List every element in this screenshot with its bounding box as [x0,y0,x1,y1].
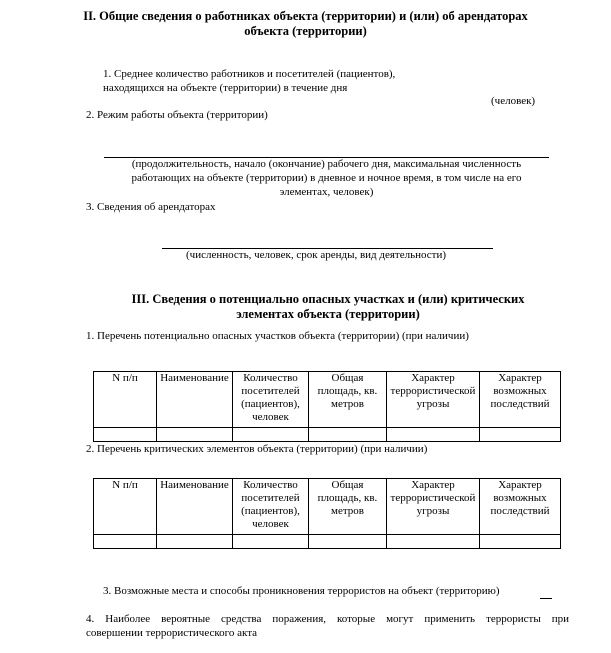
item-2-2-note-line3: элементах, человек) [279,186,374,198]
col-visitors-header: Количество посетителей (пациентов), человек [233,479,309,535]
item-2-2-label: 2. Режим работы объекта (территории) [86,109,268,121]
col-area-header: Общая площадь, кв. метров [309,372,387,428]
item-3-3-fill-line [540,598,552,599]
col-consequences-header: Характер возможных последствий [480,372,561,428]
col-name-header: Наименование [157,372,233,428]
col-area-header: Общая площадь, кв. метров [309,479,387,535]
item-2-1-line1: 1. Среднее количество работников и посетителей (пациентов), [103,68,396,80]
section-2-title-line1: II. Общие сведения о работниках объекта (территории) и (или) об арендаторах [83,9,528,23]
col-threat-header: Характер террористической угрозы [387,479,480,535]
section-2-title-line2: объекта (территории) [244,24,367,38]
hazard-sections-table [93,371,561,442]
item-3-2-label: 2. Перечень критических элементов объекта (территории) (при наличии) [86,443,428,455]
col-visitors-header: Количество посетителей (пациентов), человек [233,372,309,428]
item-3-4-line2: совершении террористического акта [86,627,258,639]
critical-elements-table [93,478,561,549]
table-row [94,428,561,442]
item-3-4-line1: 4. Наиболее вероятные средства поражения, которые могут применить террористы при [86,613,569,625]
item-2-1-line2: находящихся на объекте (территории) в течение дня [103,82,348,94]
item-2-2-note-line2: работающих на объекте (территории) в дневное и ночное время, в том числе на его [131,172,522,184]
col-number-header: N п/п [94,479,157,535]
section-3-title-line1: III. Сведения о потенциально опасных участках и (или) критических [131,292,525,306]
col-threat-header: Характер террористической угрозы [387,372,480,428]
table-header-row [94,372,561,428]
item-2-3-label: 3. Сведения об арендаторах [86,201,216,213]
table-header-row [94,479,561,535]
col-consequences-header: Характер возможных последствий [480,479,561,535]
table-row [94,535,561,549]
item-2-3-note: (численность, человек, срок аренды, вид деятельности) [186,249,447,261]
item-2-1-unit: (человек) [491,95,536,107]
item-2-2-note-line1: (продолжительность, начало (окончание) рабочего дня, максимальная численность [131,158,522,170]
item-3-3-label: 3. Возможные места и способы проникновения террористов на объект (территорию) [103,585,500,597]
col-number-header: N п/п [94,372,157,428]
col-name-header: Наименование [157,479,233,535]
section-3-title-line2: элементах объекта (территории) [236,307,420,321]
item-3-1-label: 1. Перечень потенциально опасных участков объекта (территории) (при наличии) [86,330,469,342]
